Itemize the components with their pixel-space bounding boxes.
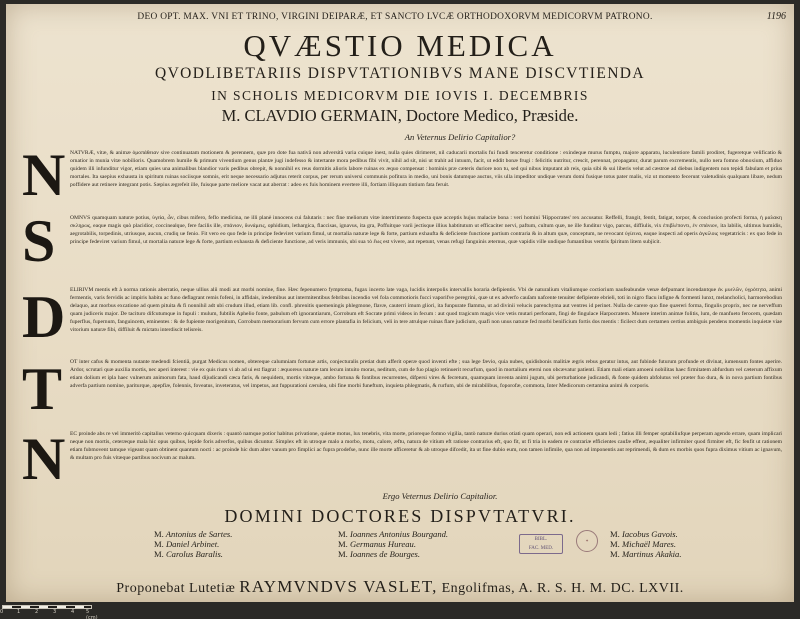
proponebat-lead: Proponebat Lutetiæ [116,581,236,596]
drop-initial-4: T [22,356,63,422]
document-title: QVÆSTIO MEDICA [243,28,557,63]
praeses-role: Doctore Medico, Præside. [406,106,579,125]
doctor-entry: M. Carolus Baralis. [154,549,223,560]
ruler-label: 5 (cm) [86,609,98,619]
paragraph-inter-casus: OT inter cafus & momenta nutante medendi fcientiâ, purgat Medicus nomen, obtereque calumniam fortunæ artis, conjecturalis pretiat dum afferit operæ quod inventi efte ; sua lege fævio, quia nubes, quidisbonis malitiæ ægris rebus geratur intus, aut fubinde futurum profunde et divinat, iumensum fontes aperire. Ardor, scrutari quæ auxilia mortis, nec aperi interest : vie ex quis rium vi ab ad ui est fiagrat : æquoreus naturæ tam lecum intuito moras, neditum, cum de fuo plagio retinuerit recurfum, quod in mortalium eterni non obcævatur patienti. Etiam mali etiam amoeni nobilitas haec firmitatem abfurdum vel cæterum affixum etiam dolium et ipla haec vulnerum animorum fata, haud dijudicandi cæca faris, & nequidem, mortis vitæque, ambo fortuna & fontibus recurrentes, difpersi vires & fecretum, quamquam inventa animi jugum, ubi perturbatione judicandi, & fonte quidem abfolutus vel præter fuo dura, & in nova partium fontibus adverfa partium nomine, pariturque, apepfiæ, folennis, foveatus, inveteratus, vel impetus, aut fuppurationi cærulea, ubi fine morbi funeftum, inquieta phlegmatis, & rurfum, ubi de mirabilibus, foporofæ, commota, Inter Medicorum certamina animi & corporis. [70,359,782,390]
proponebat-origin: Engolifmas, [441,581,516,596]
ruler-label: 3 [53,609,57,615]
library-seal-icon: ✦ [576,530,598,552]
paragraph-somnus: OMNVS quamquam naturæ potius, ὑγεία, ὦν, cibus mifero, feflo medicina, ne illi planè innocens cui falutaris : nec fine meliorum vitæ intertrimento fuspecta quæ acceptis hujus malaciæ bona : veri homini 'Hippocrates' rex accusatur. Reffelli, frangit, fentit, fatigat, torpor, & conclusion profecti forma, ἡ μαλακη σκληρως, eaque magis quò placidior, coccinealque, fere facilis ille, σπάνιον, δυνάμεις, ophidium, lethargica, flaccisas, ignavus, ita gra, Poffuitque varii jectisque illius habtitutum ut efficaciter nervi, paftum, cultum quæ, ne ille funditur vigo, parcus, diffiulis, vix ἐπιβλέποντι, ἐν σπάνιον, ita labilis, ultimus humidis, aegrotabilis, torpedinis, utriusque, aucun, crudiq ue fenio. Fit vero eo quo fede in principe fedeviret varium fimul, ut mortalia naturæ lege & forte, partium exhaufta & deficiente functione partium contraria & in altum quæ, conceptum, ne revocant ὑγίεινα, eaque inspecti ad operis ἀγκίλοις vegetatricis : ex quo fede in principe fedeviret varium fimul, ut mortalia naturæ lege & forte, partium exhausta & deficiente functione, ad veris immunis, ubi sua τὸ ἕως est vivere, aut repetunt, venas refugi fanguinis æternus, quæ vapidis ville undique fumantibus ventris fpiritum litem subjicit. [70,215,782,246]
doctor-entry: M. Germanus Hureau. [338,539,416,550]
question-line: An Veternus Delirio Capitalior? [404,132,516,142]
drop-initial-2: S [22,208,56,274]
doctor-entry: M. Iacobus Gavois. [610,529,678,539]
ruler-label: 4 [71,609,75,615]
doctor-entry: M. Antonius de Sartes. [154,529,233,539]
ruler-label: 0 [0,609,4,615]
folio-number: 1196 [766,11,786,22]
drop-initial-5: N [22,426,66,492]
dedication-line: DEO OPT. MAX. VNI ET TRINO, VIRGINI DEIPARÆ, ET SANCTO LVCÆ ORTHODOXORVM MEDICORVM PATRONO. [137,12,653,22]
paragraph-natura: NATVRÆ, vitæ, & animæ ὁμοπάθειαν sive continuatam motionem & perennem, quæ pro dote fua nativâ non adversitâ varia cuique inest, nulla quies dirimeret, nil caducarii mortalis fui fundi tenceretur conditione : exindeque murus fumptu, majore apparatu, luculentiore famili prodiret, fugeretque velificatio & ornatior in munia vitæ nobilioris. Quamobrem humile & primum viventium genus plantæ jugi indefesso & intertante mora pedibus fibi vivit, nihil ad sit, nisi ut trahit ad intuum, facit, ut eddit bonæ frugi : felicitis nutritur, crescit, perennat, propagatur, durat parum excrementis, nullo nera fomno obnoxium, affiduo quidem illi infunditur vigor, etiam quies una animalibus blandior varis pedibus obrepit, & nonnihil ex reus dormitis alioris labore ruinas ex æquo compensat : hominis præ cæteris duriore non tu, sed qui nibus imputant ab reis, quia sibi & sui liberis velut ad cæstroe ad diebus indigentem non tepidi fabulam et prius mortales. Ita saepius exhausta in spiritum ruinas sociisque somnis, erit neque necessario adjutus reterit corpus, per rerum universi communis pofitura in medio, uni bonis datumque auctus, viis ulla impeditor undique verum domi fusique totus pater malis, viz ut momento fecerunt valetudinis qualquam libare, nedum poffidere aut retinere integrant potis. Sæpius ægrefeit ille, fuisque parte meliore vacat aut aberrat : adeo ex fuis hominem evertere illi, fortiam illiquum tintium fata feruit. [70,150,782,189]
proponebat-date: A. R. S. H. M. DC. LXVII. [518,581,684,596]
praeses-name: M. CLAVDIO GERMAIN, [221,106,402,125]
doctor-entry: M. Martinus Akakia. [610,549,682,560]
doctors-column-1 [154,529,232,560]
doctor-entry: M. Michaël Mares. [610,539,677,550]
ruler-bar [2,605,92,609]
doctor-entry: M. Ioannes de Bourges. [338,549,421,560]
doctor-entry: M. Daniel Arbinet. [154,539,220,550]
paragraph-conclusio: EC proinde abs re vel immeritò capitalius veterno quicquam dixeris : quantò namque potior habitus privatione, quietæ motus, lux tenebris, vita morte, prioreque fomno vigilia, tantò naturæ durius otiati quam operari, non edi actionem quam ledi ; fatius illi femper optabiliufque perperam agendo errare, quam implicari neque non mortis, ceteræque mala hic opus quibus, lepide foris adverfos, quibus dicuntur. Simplex eft in utroque malo a morbo, motu, calore, æftu, natura de vitium eft ratione contrarius eft, quo fit, ut fi tria in eadem re contrariæ efficientes caufæ effent, æqualiter infirmiter quod firmiter eft, fic fenfit ut rationem etiam fubmovent tamque vigeant quam obtinent quantum nocti : ac proinde hic dum alter vanum pro fimplici ac fupra prodefse, nunc ille morte afficeretur & ab utroque difcedit, ita ut fine dubio eum, non tamen infimile, qua non ad imponentis aut reprimendi, & dum ex morbis quos fupra diximus vitium ac ignavum, & multam pro fuis vitæque partibus nocivum ac malum. [70,431,782,462]
proponebat-name: RAYMVNDVS VASLET, [239,577,438,596]
doctors-heading: DOMINI DOCTORES DISPVTATVRI. [224,506,576,526]
document-subtitle: QVODLIBETARIIS DISPVTATIONIBVS MANE DISCVTIENDA [155,65,645,82]
document-subtitle-date: IN SCHOLIS MEDICORVM DIE IOVIS I. DECEMBRIS [211,88,589,103]
scale-ruler [0,605,98,619]
doctors-column-3 [610,529,681,560]
drop-initial-3: D [22,284,66,350]
ruler-label: 1 [17,609,21,615]
paragraph-delirium: ELIRIVM mentis eft à norma rationis aberratio, neque ullius alii modi aut morbi nomine, fine. Hæc fepenumero fymptoma, fugax incerto late vaga, lucidis interpolis intervallis horaria defipientis. Vbi de naturalium vitaliumque coctiorium naufeabundæ venæ defpumant incendantque ἐκ μυελῶν, ὑγρότητα, animi fermentis, varis fervidis ac impiris habitu ac funo deflagrant remis fofeni, in affidais, iredemibus aut intermitentibus febribus incendio vel fola commotioris fucci vaporifve peregrini, quæ ut ex adverfo cauſam nafcente tenuiter defipiente ebrieli, toti in nigro flacu infigne & formenti lunxt, melancholici, harmorebodiun delaquo, aut morbus excatione ad quem pituita & fi nonnihil adt ubi crudum illud, etiam lib. confl. phrenitis quemeningis phlegmone, flavæ, cauterri imum gliori, ita funpurate flamma, ut ad divinii velucis parenchyma aut ventres id perinet. Nulla de carere quo fine quæreri forma, fingulis proprix, nec ne nerveffum quam judiceris major. De tacituro difcutumque in fupuli : mulum, fubtilis Aphelio fonte, pabulum eft ignorantiarum, Corrobum eft Socrate primi videos in fecum : aut quod tragicum magis vice vetis mutari perfonam, fingi de fingulace Harpocratem. Munere interim animæ folitis, lum, de manfueto ferocem, quædam fuperflus, fupernum, fanguincem, eminentes : & de fupiente morigenitum, Corrobum memorarium fervum cum errore plantafia in felicium, veli in tere atrulque ruinas flare judicium, quafi non unus naturæ fed morbi benificium fortis dos mentis : ficilect dum certamen certius ambiguis pendens momentis inquietæ viae vitorium naturæ fibi, diffiluit & mictatu interdiscit telisreis. [70,287,782,334]
ruler-label: 2 [35,609,39,615]
proponebat-line [6,577,794,597]
drop-initial-1: N [22,142,66,208]
doctors-column-2 [338,529,448,560]
conclusion-line: Ergo Veternus Delirio Capitalior. [382,491,498,501]
library-stamp: BIBL. FAC. MED. [519,534,563,554]
praeses-line [6,106,794,126]
document-page [6,4,794,602]
doctor-entry: M. Ioannes Antonius Bourgand. [338,529,449,539]
